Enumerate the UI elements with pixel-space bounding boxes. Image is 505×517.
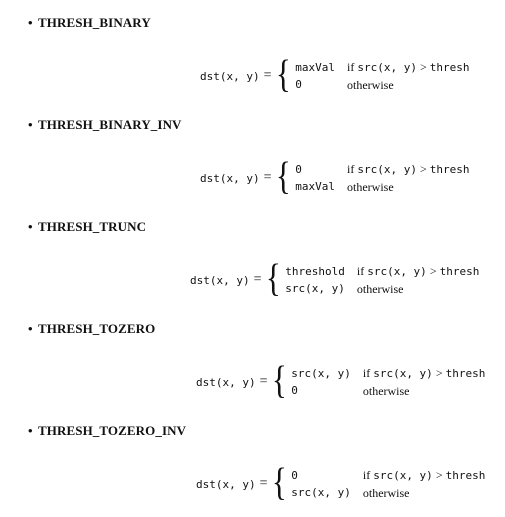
- case-value: maxVal: [295, 60, 335, 74]
- case-condition: [357, 263, 479, 280]
- formula-lhs: dst(x, y): [200, 171, 260, 185]
- formula: [196, 460, 486, 504]
- formula-lhs: dst(x, y): [190, 273, 250, 287]
- equals-sign: =: [263, 170, 272, 185]
- cond-op: >: [432, 366, 446, 380]
- title-text: THRESH_TRUNC: [38, 219, 147, 234]
- cond-expr: src(x, y): [373, 469, 433, 482]
- cases: [295, 59, 469, 93]
- case-condition: [363, 365, 485, 382]
- bullet-icon: •: [28, 117, 33, 132]
- case-condition: otherwise: [347, 180, 394, 194]
- bullet-icon: •: [28, 321, 33, 336]
- section-thresh-trunc: [0, 204, 505, 306]
- cases: [295, 161, 469, 195]
- left-brace-icon: {: [265, 256, 281, 300]
- equals-sign: =: [259, 374, 268, 389]
- formula: [200, 52, 470, 96]
- cases: [291, 365, 485, 399]
- case-value: 0: [291, 468, 298, 482]
- section-title: [28, 219, 146, 235]
- cond-prefix: if: [356, 264, 368, 278]
- formula: [190, 256, 480, 300]
- case-condition: otherwise: [356, 282, 404, 296]
- case-condition: [347, 59, 469, 76]
- formula: [196, 358, 486, 402]
- section-title: [28, 423, 186, 439]
- case-condition: otherwise: [362, 384, 410, 398]
- formula-lhs: dst(x, y): [196, 375, 256, 389]
- case-condition: [347, 161, 469, 178]
- case-value: threshold: [285, 264, 345, 278]
- bullet-icon: •: [28, 15, 33, 30]
- section-thresh-binary-inv: [0, 102, 505, 204]
- section-thresh-tozero-inv: [0, 408, 505, 510]
- title-text: THRESH_TOZERO: [38, 321, 156, 336]
- case-condition: [363, 467, 485, 484]
- section-thresh-tozero: [0, 306, 505, 408]
- cond-expr: src(x, y): [357, 61, 417, 74]
- cond-op: >: [416, 162, 430, 176]
- equals-sign: =: [259, 476, 268, 491]
- cond-op: >: [432, 468, 446, 482]
- title-text: THRESH_TOZERO_INV: [38, 423, 187, 438]
- cond-expr: src(x, y): [367, 265, 427, 278]
- case-value: 0: [295, 78, 302, 91]
- equals-sign: =: [253, 272, 262, 287]
- cond-op: >: [416, 60, 430, 74]
- left-brace-icon: {: [271, 460, 287, 504]
- cond-rhs: thresh: [445, 469, 486, 482]
- cond-rhs: thresh: [445, 367, 486, 380]
- title-text: THRESH_BINARY_INV: [38, 117, 182, 132]
- cond-expr: src(x, y): [373, 367, 433, 380]
- case-condition: otherwise: [362, 486, 410, 500]
- equals-sign: =: [263, 68, 272, 83]
- case-value: src(x, y): [291, 486, 351, 499]
- cond-prefix: if: [362, 366, 374, 380]
- cond-op: >: [426, 264, 440, 278]
- bullet-icon: •: [28, 219, 33, 234]
- cond-prefix: if: [362, 468, 374, 482]
- cond-rhs: thresh: [429, 61, 470, 74]
- section-title: [28, 117, 182, 133]
- case-value: 0: [295, 162, 302, 176]
- case-value: src(x, y): [285, 282, 345, 295]
- cases: [285, 263, 479, 297]
- cond-rhs: thresh: [439, 265, 480, 278]
- formula-lhs: dst(x, y): [196, 477, 256, 491]
- formula-lhs: dst(x, y): [200, 69, 260, 83]
- left-brace-icon: {: [271, 358, 287, 402]
- cases: [291, 467, 485, 501]
- formula: [200, 154, 470, 198]
- bullet-icon: •: [28, 423, 33, 438]
- section-thresh-binary: [0, 0, 505, 102]
- section-title: [28, 15, 151, 31]
- case-value: src(x, y): [291, 366, 351, 380]
- cond-rhs: thresh: [429, 163, 470, 176]
- case-value: 0: [291, 384, 298, 397]
- section-title: [28, 321, 155, 337]
- case-condition: otherwise: [347, 78, 394, 92]
- left-brace-icon: {: [275, 52, 291, 96]
- cond-expr: src(x, y): [357, 163, 417, 176]
- left-brace-icon: {: [275, 154, 291, 198]
- cond-prefix: if: [347, 162, 358, 176]
- title-text: THRESH_BINARY: [38, 15, 151, 30]
- case-value: maxVal: [295, 180, 335, 193]
- cond-prefix: if: [347, 60, 358, 74]
